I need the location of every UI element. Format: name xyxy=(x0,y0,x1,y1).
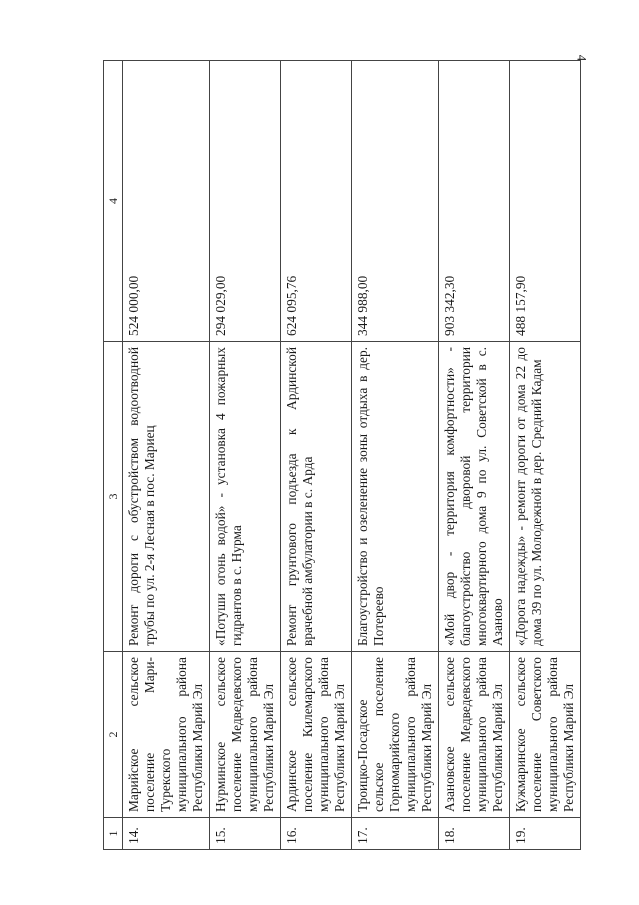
header-col-2: 2 xyxy=(104,652,123,818)
project-description: «Дорога надежды» - ремонт дороги от дома 22 до дома 39 по ул. Молодежной в дер. Средний Кадам xyxy=(510,342,581,652)
row-number: 16. xyxy=(281,818,352,850)
table-row xyxy=(439,61,510,850)
table-row xyxy=(352,61,439,850)
settlement-name: Марийское сельское поселение Мари-Турекского муниципального района Республики Марий Эл xyxy=(123,652,210,818)
table-row xyxy=(210,61,281,850)
settlement-name: Нурминское сельское поселение Медведевского муниципального района Республики Марий Эл xyxy=(210,652,281,818)
grants-table xyxy=(103,60,581,850)
settlement-name: Ардинское сельское поселение Килемарского муниципального района Республики Марий Эл xyxy=(281,652,352,818)
table-row xyxy=(510,61,581,850)
header-col-3: 3 xyxy=(104,342,123,652)
table-header-row xyxy=(104,61,123,850)
project-description: Ремонт грунтового подъезда к Ардинской врачебной амбулатории в с. Арда xyxy=(281,342,352,652)
header-col-1: 1 xyxy=(104,818,123,850)
grant-amount: 624 095,76 xyxy=(281,61,352,342)
project-description: Ремонт дороги с обустройством водоотводной трубы по ул. 2-я Лесная в пос. Мариец xyxy=(123,342,210,652)
settlement-name: Троицко-Посадское сельское поселение Горномарийского муниципального района Республики Марий Эл xyxy=(352,652,439,818)
project-description: «Потуши огонь водой» - установка 4 пожарных гидрантов в с. Нурма xyxy=(210,342,281,652)
grant-amount: 294 029,00 xyxy=(210,61,281,342)
grant-amount: 344 988,00 xyxy=(352,61,439,342)
grant-amount: 524 000,00 xyxy=(123,61,210,342)
project-description: Благоустройство и озеленение зоны отдыха в дер. Потереево xyxy=(352,342,439,652)
settlement-name: Азановское сельское поселение Медведевского муниципального района Республики Марий Эл xyxy=(439,652,510,818)
row-number: 19. xyxy=(510,818,581,850)
row-number: 14. xyxy=(123,818,210,850)
table-row xyxy=(123,61,210,850)
row-number: 17. xyxy=(352,818,439,850)
grant-amount: 488 157,90 xyxy=(510,61,581,342)
grant-amount: 903 342,30 xyxy=(439,61,510,342)
row-number: 15. xyxy=(210,818,281,850)
table-row xyxy=(281,61,352,850)
page-number: 4 xyxy=(574,54,590,62)
row-number: 18. xyxy=(439,818,510,850)
settlement-name: Кужмаринское сельское поселение Советского муниципального района Республики Марий Эл xyxy=(510,652,581,818)
header-col-4: 4 xyxy=(104,61,123,342)
project-description: «Мой двор - территория комфортности» - благоустройство дворовой территории многоквартирного дома 9 по ул. Советской в с. Азаново xyxy=(439,342,510,652)
